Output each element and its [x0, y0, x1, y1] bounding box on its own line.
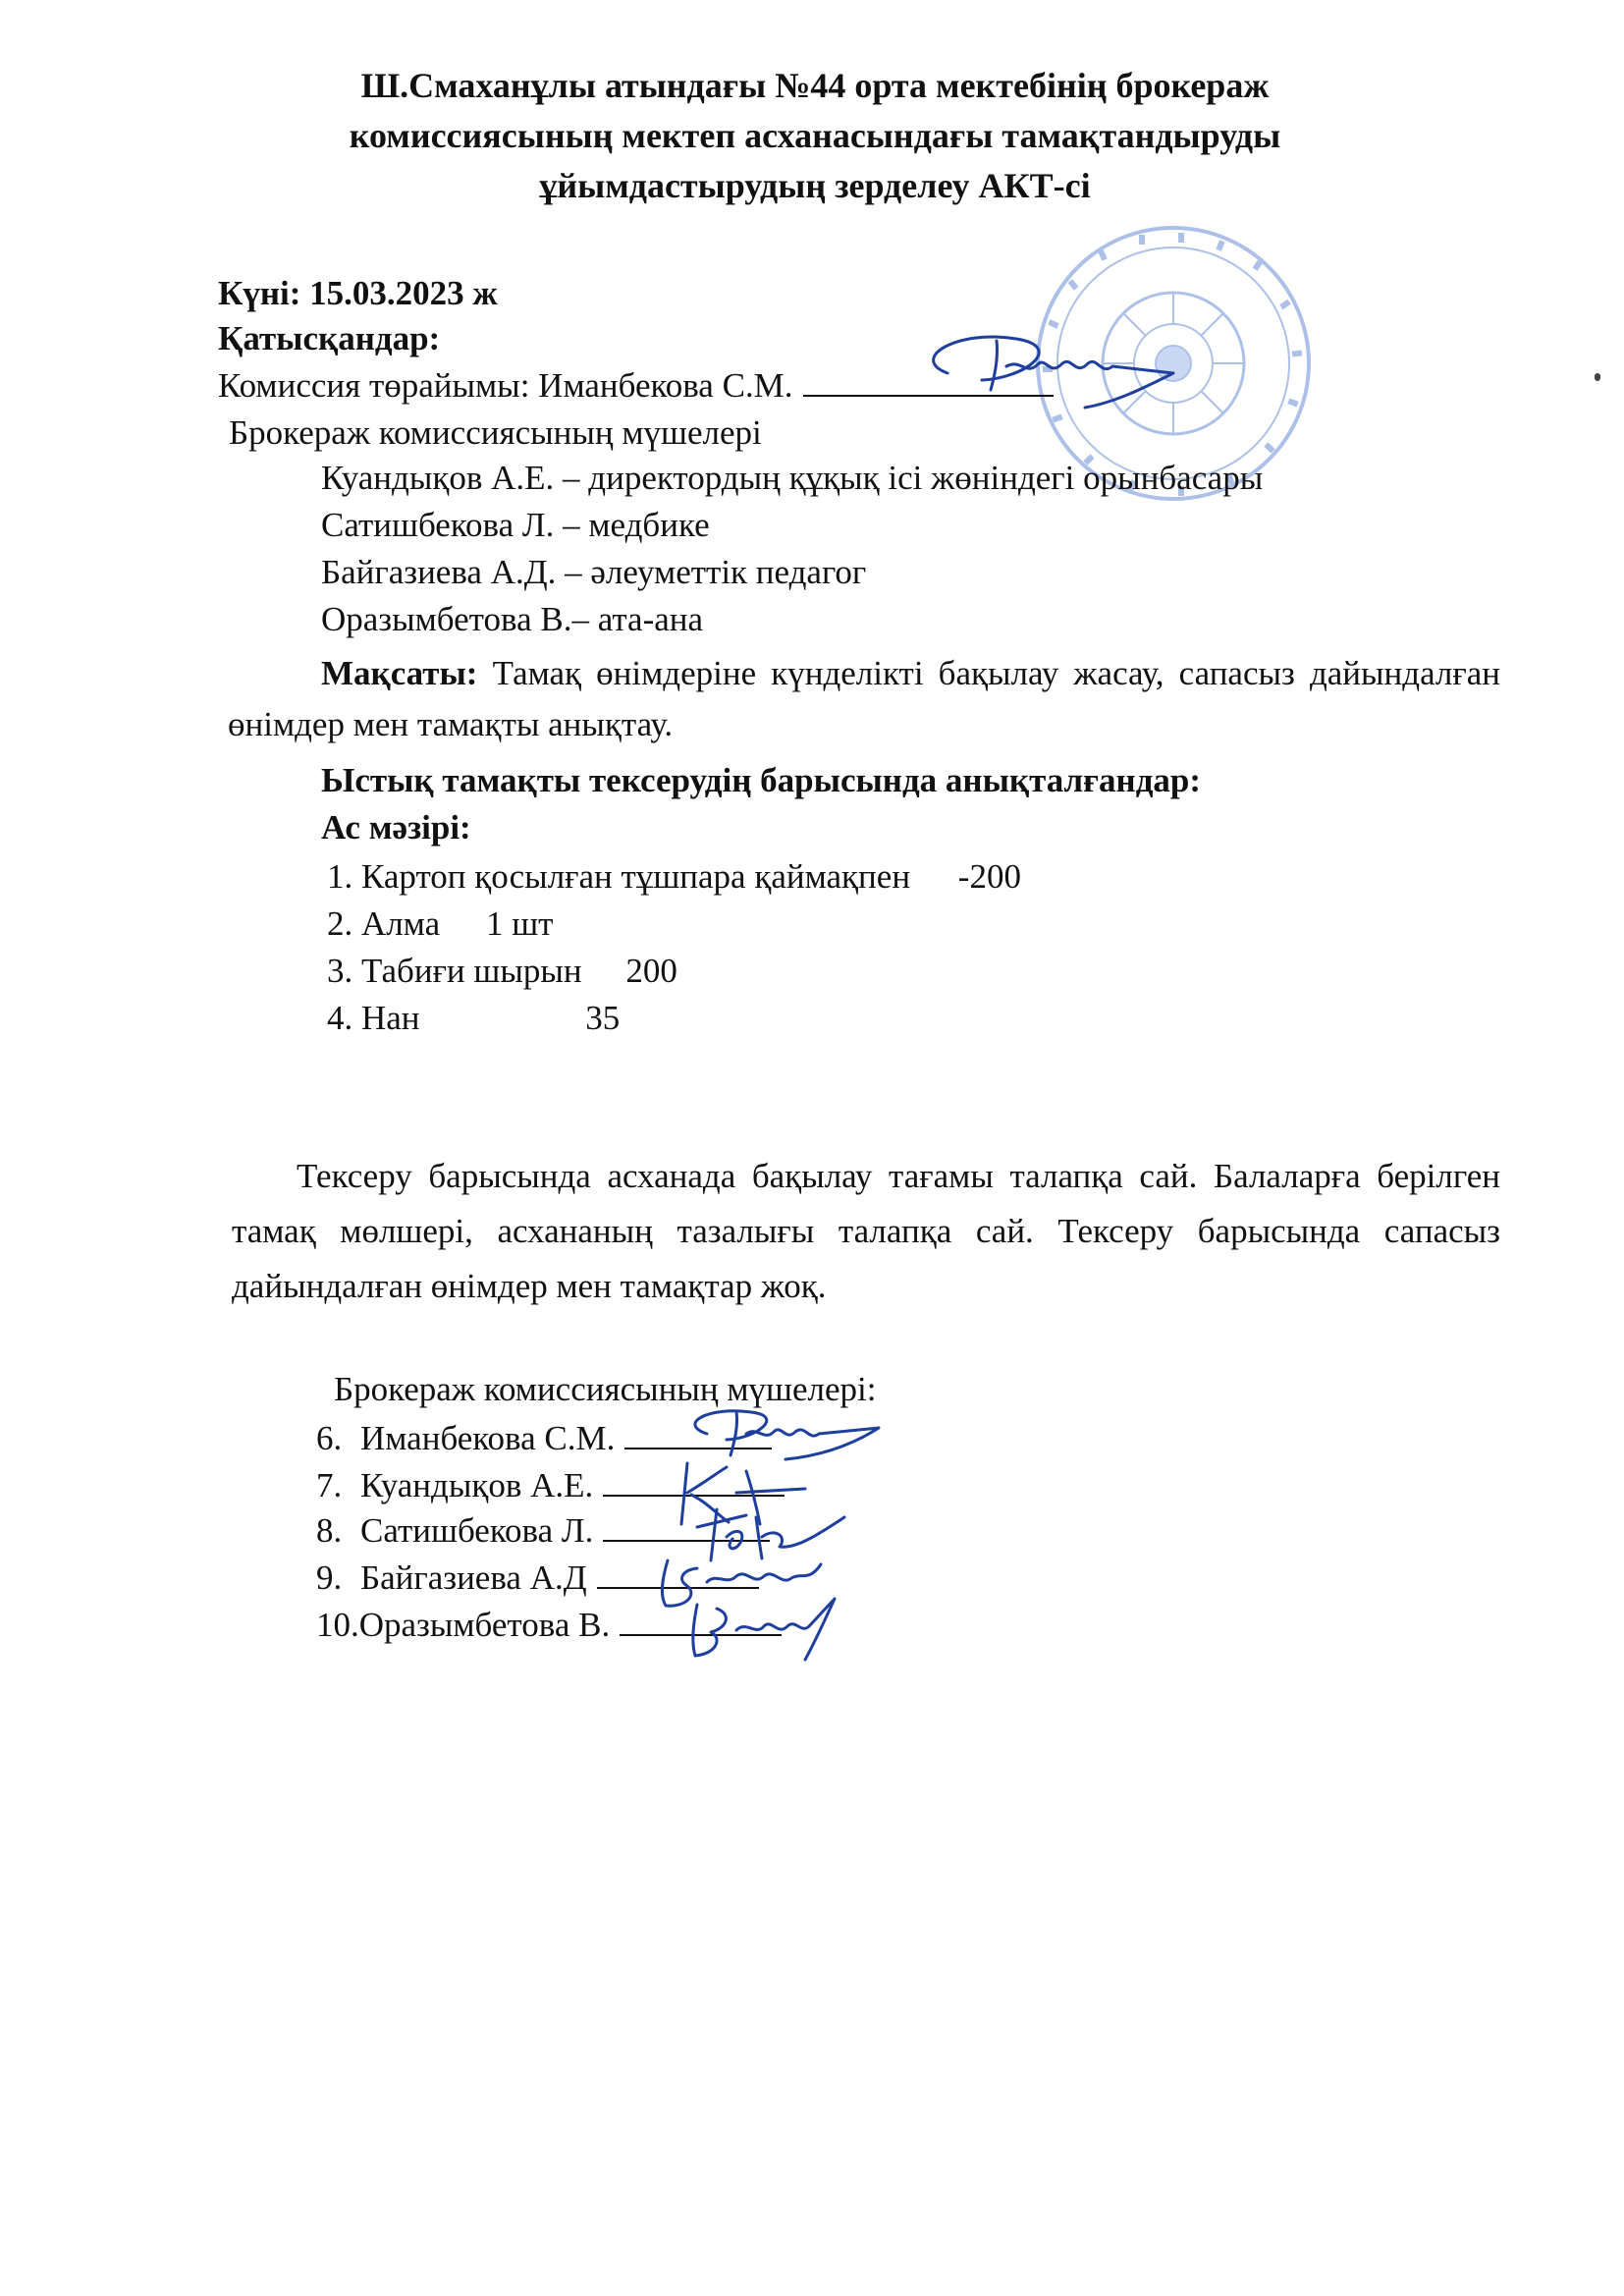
commission-chair-text: Комиссия төрайымы: Иманбекова С.М. [218, 366, 793, 405]
signatory-number: 7. [316, 1466, 343, 1504]
findings-heading: Ыстық тамақты тексерудің барысында анықталғандар: [321, 761, 1202, 799]
member-3: Байгазиева А.Д. – әлеуметтік педагог [321, 553, 867, 591]
signature-orazymbetova [677, 1591, 864, 1665]
chair-signature [889, 319, 1193, 427]
member-4: Оразымбетова В.– ата-ана [321, 600, 704, 638]
member-1: Куандықов А.Е. – директордың құқық ісі жөніндегі орынбасары [321, 459, 1264, 497]
act-date: Күні: 15.03.2023 ж [218, 274, 498, 312]
goal-label: Мақсаты: [321, 654, 478, 692]
member-2: Сатишбекова Л. – медбике [321, 506, 710, 544]
document-title [295, 61, 1335, 211]
menu-heading: Ас мәзірі: [321, 808, 471, 847]
menu-item-amount: 200 [625, 952, 677, 990]
signatory-name: Байгазиева А.Д [360, 1558, 587, 1597]
signatory-number: 9. [316, 1558, 343, 1597]
menu-item-name: 4. Нан [327, 999, 420, 1037]
goal-paragraph [228, 648, 1500, 750]
signatory-name: Куандықов А.Е. [360, 1466, 594, 1504]
signatures-heading: Брокераж комиссиясының мүшелері: [334, 1370, 877, 1408]
title-line-3: ұйымдастырудың зерделеу АКТ-сі [539, 166, 1091, 205]
signatory-name: Сатишбекова Л. [360, 1511, 594, 1550]
signatory-number: 8. [316, 1511, 343, 1550]
signatory-name: Иманбекова С.М. [360, 1419, 616, 1457]
menu-item [327, 949, 677, 994]
conclusion-paragraph: Тексеру барысында асханада бақылау тағамы талапқа сай. Балаларға берілген тамақ мөлшері, асхананың тазалығы талапқа сай. Тексеру барысында сапасыз дайындалған өнімдер мен тамақтар жоқ. [232, 1157, 1500, 1305]
menu-item-name: 1. Картоп қосылған тұшпара қаймақпен [327, 857, 911, 896]
menu-item-amount: 1 шт [485, 904, 554, 943]
signatory-number: 6. [316, 1419, 343, 1457]
signatory-name: Оразымбетова В. [358, 1606, 611, 1644]
menu-item-amount: -200 [957, 857, 1021, 896]
members-heading: Брокераж комиссиясының мүшелері [229, 413, 762, 452]
menu-item-amount: 35 [585, 999, 621, 1037]
title-line-2: комиссиясының мектеп асханасындағы тамақтандыруды [349, 116, 1281, 155]
menu-item [327, 902, 553, 947]
scan-artifact [1595, 373, 1600, 381]
menu-item-name: 3. Табиғи шырын [327, 952, 582, 990]
menu-item-name: 2. Алма [327, 904, 441, 943]
menu-item [327, 996, 620, 1041]
participants-heading: Қатысқандар: [218, 319, 441, 357]
title-line-1: Ш.Смаханұлы атындағы №44 орта мектебінің брокераж [360, 66, 1270, 105]
signatory-number: 10. [316, 1606, 359, 1644]
menu-item [327, 854, 1021, 900]
goal-text: Тамақ өнімдеріне күнделікті бақылау жасау, сапасыз дайындалған өнімдер мен тамақты анықтау. [228, 654, 1500, 743]
